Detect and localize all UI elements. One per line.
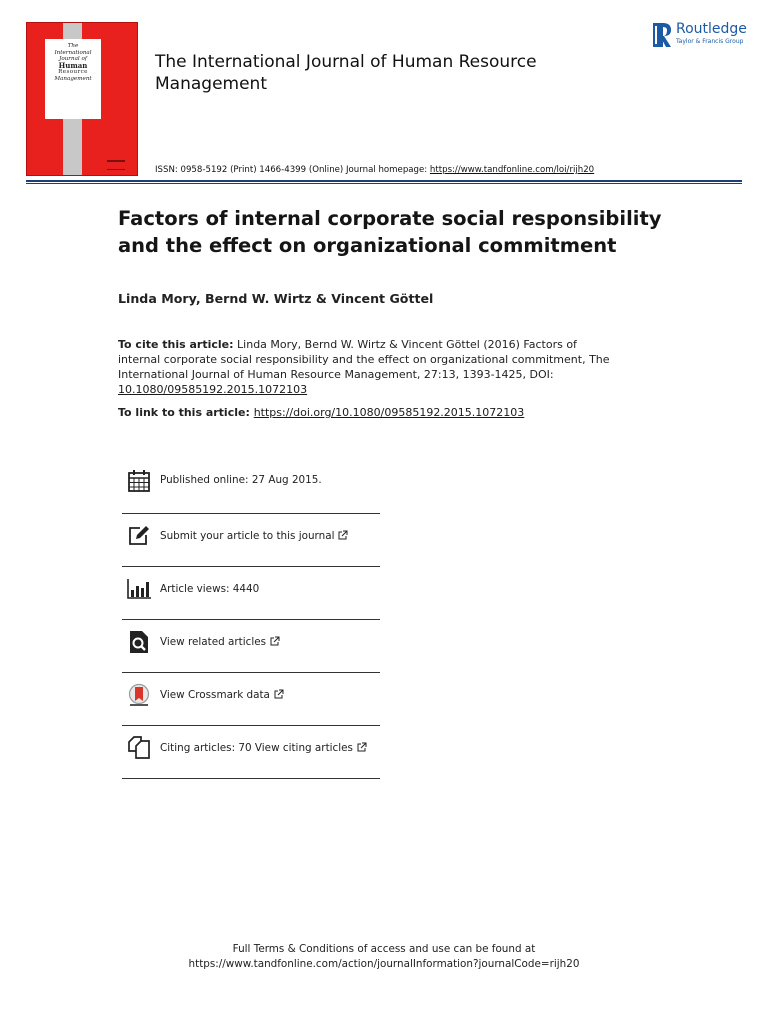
cover-line: Resource [58, 69, 88, 76]
cover-line: Journal of [59, 56, 87, 63]
cover-line: The [67, 43, 79, 49]
bar-chart-icon [127, 577, 151, 601]
terms-footer [0, 942, 768, 972]
citation-label: To cite this article: [118, 338, 234, 351]
routledge-r-icon [652, 22, 672, 48]
external-link-icon [338, 530, 348, 540]
related-articles-item[interactable] [122, 620, 380, 673]
external-link-icon [274, 689, 284, 699]
calendar-icon [127, 469, 151, 493]
article-link-label: To link to this article: [118, 406, 254, 419]
external-link-icon [270, 636, 280, 646]
terms-line: Full Terms & Conditions of access and use can be found at [232, 943, 536, 955]
cover-line: Management [54, 75, 92, 82]
publisher-group: Taylor & Francis Group [676, 38, 744, 45]
submit-article-text: Submit your article to this journal [160, 530, 335, 542]
article-views-label: Article views: 4440 [160, 583, 260, 595]
citing-articles-icon [127, 736, 151, 760]
article-link-block [118, 405, 658, 420]
crossmark-item[interactable] [122, 673, 380, 726]
submit-article-label [160, 530, 348, 542]
article-title: Factors of internal corporate social responsibility and the effect on organizational commitment [118, 207, 662, 257]
related-articles-label [160, 636, 280, 648]
cover-publisher-mark [107, 160, 125, 170]
header-divider-thin [26, 183, 742, 184]
terms-url[interactable]: https://www.tandfonline.com/action/journalInformation?journalCode=rijh20 [188, 958, 580, 970]
submit-article-item[interactable] [122, 514, 380, 567]
publisher-name: Routledge [676, 21, 747, 37]
article-authors: Linda Mory, Bernd W. Wirtz & Vincent Göttel [118, 291, 434, 306]
article-actions-list [122, 457, 380, 779]
edit-icon [127, 524, 151, 548]
published-online-label: Published online: 27 Aug 2015. [160, 474, 322, 486]
crossmark-icon [127, 683, 151, 707]
publisher-logo[interactable] [652, 20, 752, 50]
journal-homepage-link[interactable]: https://www.tandfonline.com/loi/rijh20 [429, 165, 595, 175]
citing-articles-text: Citing articles: 70 View citing articles [160, 742, 353, 754]
journal-cover-image [26, 22, 138, 176]
related-articles-text: View related articles [160, 636, 267, 648]
journal-title: The International Journal of Human Resource Management [155, 52, 537, 94]
citation-block [118, 337, 618, 397]
citing-articles-item[interactable] [122, 726, 380, 779]
header-divider [26, 180, 742, 182]
article-doi-link[interactable]: https://doi.org/10.1080/09585192.2015.1072103 [253, 406, 525, 419]
external-link-icon [357, 742, 367, 752]
citation-text: Linda Mory, Bernd W. Wirtz & Vincent Göttel (2016) Factors of internal corporate social responsibility and the effect on organizational commitment, The International Journal of Human Resource Management, 27:13, 1393-1425, DOI: [118, 338, 610, 381]
issn-text: ISSN: 0958-5192 (Print) 1466-4399 (Online) Journal homepage: [155, 165, 430, 175]
cover-line: International [54, 49, 92, 56]
crossmark-label [160, 689, 284, 701]
article-views-item [122, 567, 380, 620]
search-document-icon [127, 630, 151, 654]
crossmark-text: View Crossmark data [160, 689, 270, 701]
issn-line [155, 165, 594, 175]
cover-line: Human [58, 60, 88, 70]
published-online-item [122, 457, 380, 514]
cover-title-label [45, 39, 101, 119]
citation-doi-link[interactable]: 10.1080/09585192.2015.1072103 [118, 383, 308, 396]
citing-articles-label [160, 742, 367, 754]
